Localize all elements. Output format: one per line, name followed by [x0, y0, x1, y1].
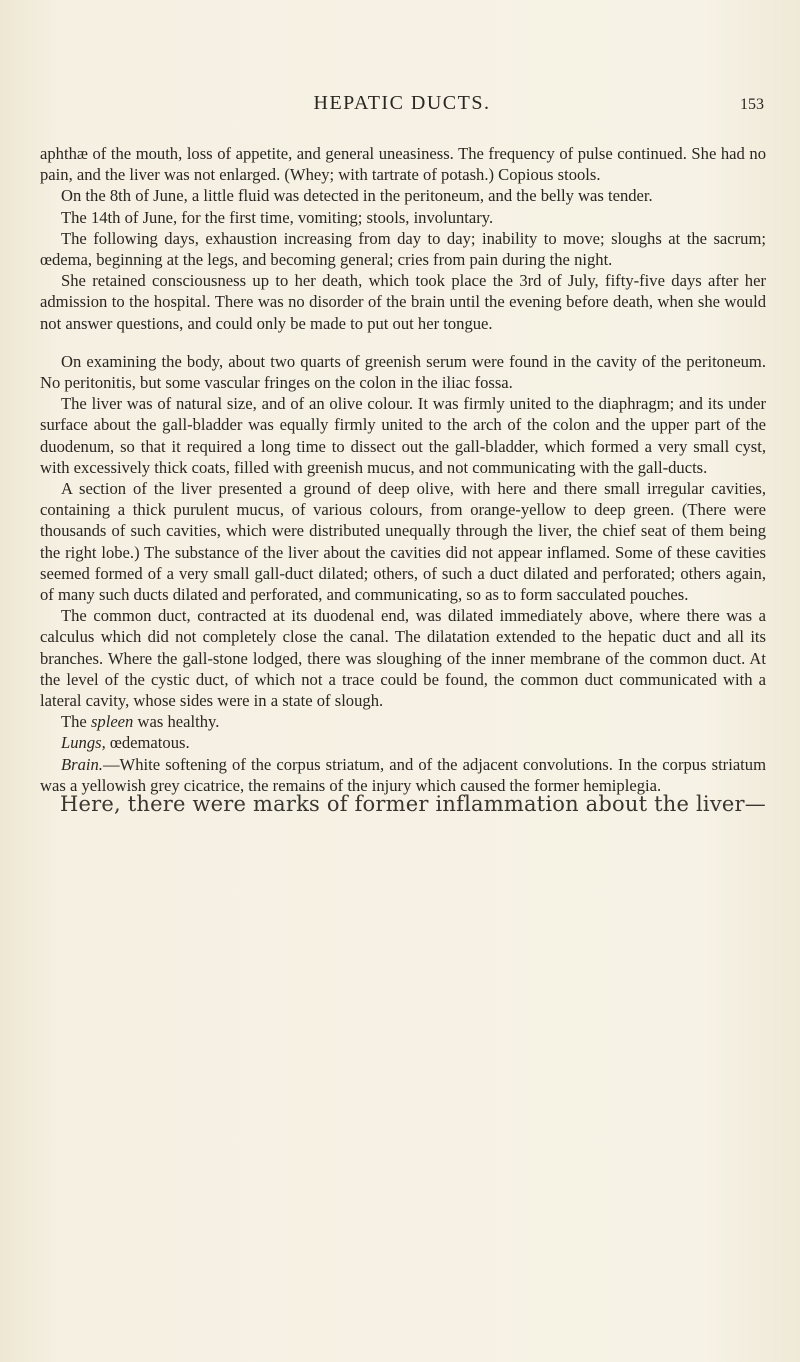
paragraph: The common duct, contracted at its duodenal end, was dilated immediately above, where there was a calculus which did not completely close the canal. The dilatation extended to the hepatic duct and all its branches. Where the gall-stone lodged, there was sloughing of the inner membrane of the common duct. At the level of the cystic duct, of which not a trace could be found, the common duct communicated with a lateral cavity, whose sides were in a state of slough. [40, 606, 766, 711]
lungs-text: œdematous. [105, 733, 190, 753]
paragraph: The liver was of natural size, and of an olive colour. It was firmly united to the diaphragm; and its under surface about the gall-bladder was equally firmly united to the arch of the colon and the upper part of the duodenum, so that it required a long time to dissect out the gall-bladder, which formed a very small cyst, with excessively thick coats, filled with greenish mucus, and not communicating with the gall-ducts. [40, 394, 766, 477]
brain-label: Brain. [61, 754, 103, 774]
page-number: 153 [740, 96, 764, 113]
paragraph: On examining the body, about two quarts of greenish serum were found in the cavity of the peritoneum. No peritonitis, but some vascular fringes on the colon in the iliac fossa. [40, 351, 766, 393]
spleen-label: spleen [90, 712, 134, 732]
brain-text: —White softening of the corpus striatum, and of the adjacent convolutions. In the corpus striatum was a yellowish grey cicatrice, the remains of the injury which caused the former hemiplegia. [40, 754, 766, 795]
paragraph: On the 8th of June, a little fluid was detected in the peritoneum, and the belly was tender. [61, 186, 653, 206]
paragraph: aphthæ of the mouth, loss of appetite, and general uneasiness. The frequency of pulse continued. She had no pain, and the liver was not enlarged. (Whey; with tartrate of potash.) Copious stools. [40, 144, 766, 185]
running-head: HEPATIC DUCTS. [313, 92, 491, 114]
spleen-paragraph [40, 711, 766, 732]
spleen-prefix: The [61, 712, 91, 732]
brain-paragraph [40, 754, 766, 796]
spleen-text: was healthy. [133, 712, 220, 732]
page-header [40, 92, 764, 120]
paragraph: The following days, exhaustion increasing from day to day; inability to move; sloughs at the sacrum; œdema, beginning at the legs, and becoming general; cries from pain during the night. [40, 228, 766, 270]
handwritten-note: Here, there were marks of former inflammation about the liver— [60, 792, 766, 816]
paragraph: A section of the liver presented a ground of deep olive, with here and there small irregular cavities, containing a thick purulent mucus, of various colours, from orange-yellow to deep green. (There were thousands of such cavities, which were distributed unequally through the liver, the chief seat of them being the right lobe.) The substance of the liver about the cavities did not appear inflamed. Some of these cavities seemed formed of a very small gall-duct dilated; others, of such a duct dilated and perforated; others again, of many such ducts dilated and perforated, and communicating, so as to form sacculated pouches. [40, 479, 766, 605]
body-text [40, 143, 766, 796]
paragraph: The 14th of June, for the first time, vomiting; stools, involuntary. [61, 207, 494, 227]
lungs-paragraph [40, 732, 766, 753]
paragraph: She retained consciousness up to her death, which took place the 3rd of July, fifty-five days after her admission to the hospital. There was no disorder of the brain until the evening before death, when she would not answer questions, and could only be made to put out her tongue. [40, 271, 766, 333]
lungs-label: Lungs, [61, 733, 106, 753]
